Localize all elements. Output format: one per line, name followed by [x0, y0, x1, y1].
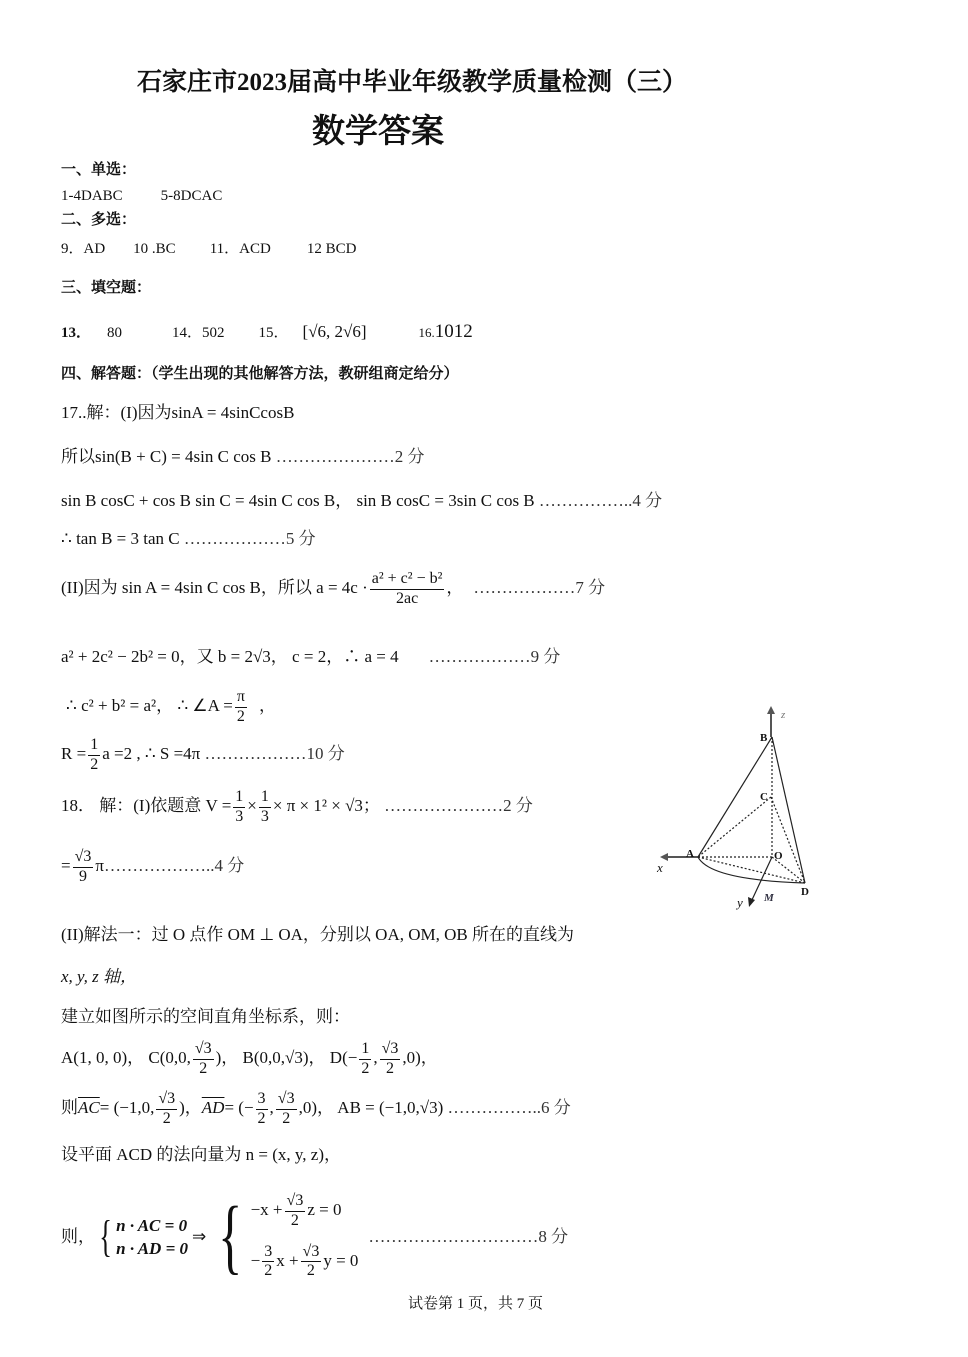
fraction-numerator: √3 [276, 1090, 297, 1110]
q18-line-6 [61, 1040, 438, 1079]
fraction-denominator: 2 [361, 1059, 370, 1077]
coords: ,0)， AB = (−1,0,√3) [298, 1098, 444, 1118]
fraction-numerator: 1 [359, 1040, 371, 1060]
fraction-denominator: 2 [282, 1109, 291, 1127]
answer-15: [√6, 2√6] [302, 322, 367, 341]
q18-line-5: 建立如图所示的空间直角坐标系，则： [61, 1007, 350, 1026]
fraction-denominator: 9 [78, 867, 87, 885]
fraction-numerator: √3 [301, 1243, 322, 1263]
score-mark: ………………9 分 [428, 647, 561, 666]
q17-line-4 [61, 530, 316, 547]
equation: (II)因为 sin A = 4sin C cos B，所以 a = 4c · [61, 578, 368, 598]
q18-line-2 [61, 848, 244, 887]
section-heading-single-choice: 一、单选： [61, 162, 137, 178]
score-mark: …………………2 分 [384, 796, 533, 816]
fraction-denominator: 3 [260, 807, 269, 825]
fraction-denominator: 2 [199, 1059, 208, 1077]
comma: , [373, 1048, 378, 1068]
vector-ac: $\overline{AC}$ [78, 1098, 100, 1118]
equation: a² + 2c² − 2b² = 0，又 b = 2√3， c = 2，∴ a = 4 [61, 647, 399, 666]
fraction-denominator: 2 [385, 1059, 394, 1077]
equation: ∴ tan B = 3 tan C [61, 529, 180, 548]
fill-in-answers [61, 322, 473, 341]
label-o: O [774, 850, 783, 862]
equation: = [61, 856, 71, 876]
label-x: x [657, 860, 663, 875]
label-z: z [781, 709, 786, 721]
q18-line-8: 设平面 ACD 的法向量为 n = (x, y, z)， [61, 1145, 341, 1164]
fraction-denominator: 2 [236, 707, 245, 725]
label-y: y [737, 895, 743, 910]
q18-line-9 [61, 1184, 568, 1289]
answer-13: 80 [107, 325, 123, 341]
fraction-numerator: 1 [259, 788, 271, 808]
fraction-denominator: 2 [257, 1109, 266, 1127]
fraction-numerator: √3 [193, 1040, 214, 1060]
q18-line-4: x, y, z 轴， [61, 967, 138, 986]
coords: = (−1,0, [99, 1098, 155, 1118]
q17-line-7 [66, 688, 276, 727]
label-m: M [764, 892, 774, 904]
q17-line-1: 17..解：(I)因为sinA = 4sinCcosB [61, 403, 295, 422]
q17-line-5 [61, 570, 605, 609]
fraction-denominator: 2 [306, 1262, 315, 1280]
equation: n · AC = 0 [116, 1215, 188, 1235]
score-mark: ………………5 分 [183, 529, 316, 548]
answer-1-4: 1-4DABC [61, 188, 123, 204]
equation: × π × 1² × √3； [272, 796, 380, 816]
fraction-numerator: √3 [285, 1192, 306, 1212]
fraction-denominator: 3 [235, 807, 244, 825]
equation [251, 1192, 359, 1231]
left-brace: { [99, 1211, 112, 1261]
single-choice-answers [61, 189, 222, 204]
q17-line-3 [61, 492, 662, 509]
score-mark: ………………..4 分 [103, 856, 245, 876]
answer-12: 12 BCD [306, 241, 357, 257]
term: z = 0 [307, 1200, 342, 1220]
times: × [247, 796, 257, 816]
fraction-numerator: √3 [73, 848, 94, 868]
score-mark: ………………7 分 [473, 578, 606, 598]
text: 则 [61, 1098, 78, 1118]
equation-system-right [251, 1192, 359, 1281]
equation: 18． 解：(I)依题意 V = [61, 796, 232, 816]
q17-line-2 [61, 448, 424, 465]
left-brace: { [218, 1189, 243, 1283]
fraction-numerator: 3 [262, 1243, 274, 1263]
punct: )， [179, 1098, 202, 1118]
q15-label: 15． [258, 325, 289, 341]
pi: π [95, 856, 104, 876]
fraction-numerator: π [235, 688, 247, 708]
answer-10: 10 .BC [133, 241, 176, 257]
document-title: 石家庄市2023届高中毕业年级教学质量检测（三） [137, 69, 688, 96]
answer-16: 1012 [434, 321, 473, 342]
q16-label: 16. [418, 325, 435, 340]
coords: A(1, 0, 0)， C(0,0, [61, 1048, 191, 1068]
label-a: A [686, 848, 694, 860]
section-heading-multi-choice: 二、多选： [61, 212, 137, 228]
q18-line-7 [61, 1090, 571, 1129]
fraction-numerator: √3 [156, 1090, 177, 1110]
comma: , [269, 1098, 274, 1118]
coords: ,0)， [402, 1048, 438, 1068]
equation [251, 1243, 359, 1282]
term: y = 0 [323, 1250, 359, 1270]
label-d: D [801, 886, 809, 898]
answer-14: 14．502 [172, 325, 225, 341]
punct: ， [258, 696, 276, 716]
score-mark: ……………..4 分 [538, 491, 663, 510]
q13-label: 13． [61, 325, 92, 341]
fraction-denominator: 2 [290, 1211, 299, 1229]
cone-coordinate-figure [650, 700, 820, 915]
q17-line-8 [61, 736, 345, 775]
fraction-denominator: 2ac [395, 589, 419, 607]
q18-line-1 [61, 788, 533, 827]
coords: )， B(0,0,√3)， D(− [215, 1048, 358, 1068]
term: −x + [250, 1200, 283, 1220]
score-mark: ………………10 分 [204, 744, 345, 764]
equation: n · AD = 0 [116, 1238, 189, 1258]
term: x + [276, 1250, 299, 1270]
y-arrow-icon [748, 897, 755, 907]
page-footer: 试卷第 1 页，共 7 页 [408, 1296, 544, 1312]
answer-5-8: 5-8DCAC [160, 188, 223, 204]
equation: ∴ c² + b² = a²， ∴ ∠A = [66, 696, 233, 716]
section-heading-solutions: 四、解答题：（学生出现的其他解答方法，教研组商定给分） [61, 366, 459, 382]
equation: R = [61, 744, 87, 764]
fraction-numerator: 3 [256, 1090, 268, 1110]
implies-arrow: ⇒ [192, 1227, 207, 1246]
answer-11: 11．ACD [209, 241, 271, 257]
punct: ， [446, 578, 464, 598]
text: 则， [61, 1227, 95, 1246]
vector-ad: $\overline{AD}$ [201, 1098, 225, 1118]
multi-choice-answers [61, 242, 356, 257]
equation: 所以sin(B + C) = 4sin C cos B [61, 447, 272, 466]
label-c: C [760, 791, 768, 803]
term: − [250, 1250, 261, 1270]
document-subtitle: 数学答案 [312, 114, 444, 150]
fraction-numerator: 1 [88, 736, 100, 756]
equation-system-left [116, 1217, 188, 1257]
edge-ca [698, 797, 771, 857]
score-mark: …………………2 分 [275, 447, 425, 466]
q18-line-3: (II)解法一：过 O 点作 OM ⊥ OA，分别以 OA, OM, OB 所在的直线为 [61, 925, 574, 944]
equation: a =2 , ∴ S =4π [102, 744, 201, 764]
fraction-denominator: 2 [162, 1109, 171, 1127]
fraction-numerator: √3 [380, 1040, 401, 1060]
fraction-numerator: a² + c² − b² [370, 570, 445, 590]
z-arrow-icon [767, 706, 775, 714]
label-b: B [760, 732, 768, 744]
coords: = (− [224, 1098, 254, 1118]
answer-9: 9．AD [61, 241, 106, 257]
fraction-denominator: 2 [264, 1262, 273, 1280]
score-mark: ……………..6 分 [447, 1098, 571, 1118]
score-mark: …………………………8 分 [368, 1227, 569, 1246]
equation: sin B cosC + cos B sin C = 4sin C cos B， sin B cosC = 3sin C cos B [61, 491, 535, 510]
section-heading-fill-in: 三、填空题： [61, 280, 152, 296]
q17-line-6 [61, 648, 560, 665]
fraction-numerator: 1 [233, 788, 245, 808]
fraction-denominator: 2 [90, 755, 99, 773]
